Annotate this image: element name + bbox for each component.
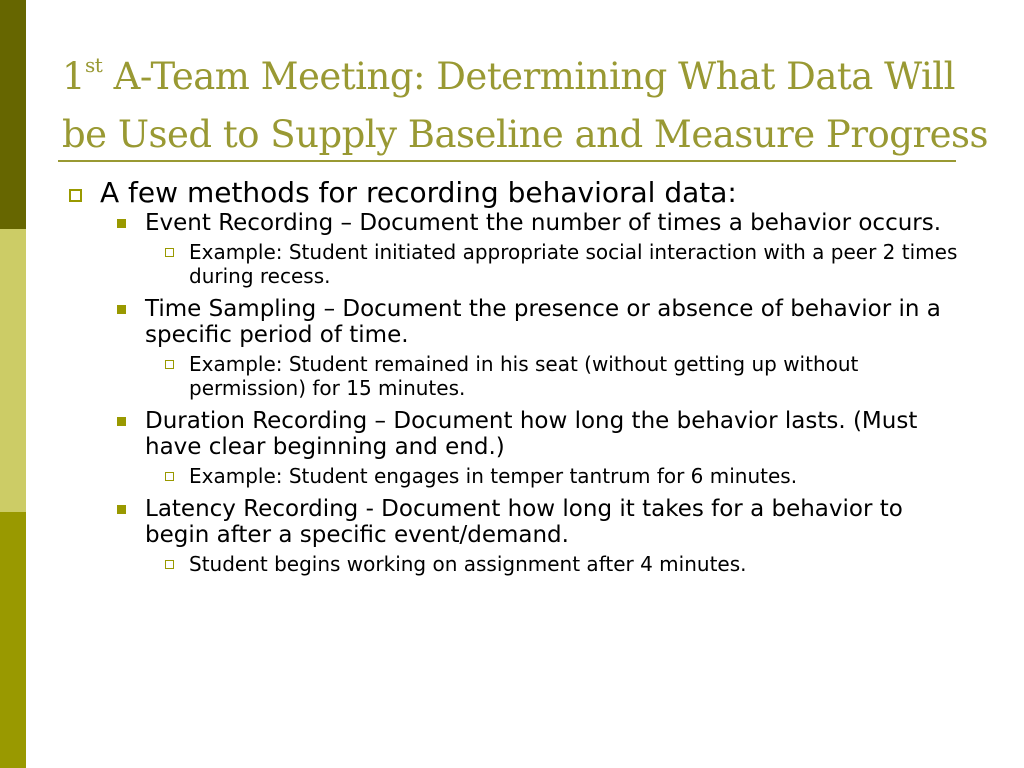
example-item bbox=[60, 240, 960, 288]
bullet-item-main bbox=[60, 176, 960, 210]
method-text: Event Recording – Document the number of times a behavior occurs. bbox=[145, 210, 942, 236]
bullet-text: A few methods for recording behavioral data: bbox=[100, 176, 737, 209]
method-item-event-recording bbox=[60, 210, 960, 236]
title-ordinal-suffix: st bbox=[85, 52, 103, 77]
hollow-square-bullet-icon bbox=[165, 560, 174, 569]
example-text: Example: Student engages in temper tantrum for 6 minutes. bbox=[189, 464, 798, 488]
side-bar-medium bbox=[0, 512, 26, 768]
slide-title bbox=[62, 48, 1002, 164]
hollow-square-bullet-icon bbox=[69, 189, 82, 202]
method-text: Duration Recording – Document how long the behavior lasts. (Must have clear beginning and end.) bbox=[145, 408, 918, 460]
square-bullet-icon bbox=[117, 417, 126, 426]
method-text: Latency Recording - Document how long it takes for a behavior to begin after a specific event/demand. bbox=[145, 496, 903, 548]
example-text: Example: Student remained in his seat (without getting up without permission) for 15 minutes. bbox=[189, 352, 859, 400]
example-item bbox=[60, 352, 960, 400]
method-item-duration-recording bbox=[60, 408, 960, 460]
hollow-square-bullet-icon bbox=[165, 360, 174, 369]
example-item bbox=[60, 464, 960, 488]
bullet-list bbox=[60, 176, 960, 576]
method-item-latency-recording bbox=[60, 496, 960, 548]
square-bullet-icon bbox=[117, 505, 126, 514]
method-item-time-sampling bbox=[60, 296, 960, 348]
example-item bbox=[60, 552, 960, 576]
example-text: Student begins working on assignment after 4 minutes. bbox=[189, 552, 747, 576]
example-text: Example: Student initiated appropriate social interaction with a peer 2 times during recess. bbox=[189, 240, 958, 288]
method-text: Time Sampling – Document the presence or absence of behavior in a specific period of time. bbox=[145, 296, 941, 348]
title-text: A-Team Meeting: Determining What Data Will be Used to Supply Baseline and Measure Progress bbox=[62, 55, 989, 156]
side-bar-dark bbox=[0, 0, 26, 229]
hollow-square-bullet-icon bbox=[165, 472, 174, 481]
square-bullet-icon bbox=[117, 305, 126, 314]
side-bar-light bbox=[0, 229, 26, 512]
title-divider bbox=[58, 160, 956, 162]
square-bullet-icon bbox=[117, 219, 126, 228]
title-ordinal: 1 bbox=[62, 55, 86, 98]
hollow-square-bullet-icon bbox=[165, 248, 174, 257]
